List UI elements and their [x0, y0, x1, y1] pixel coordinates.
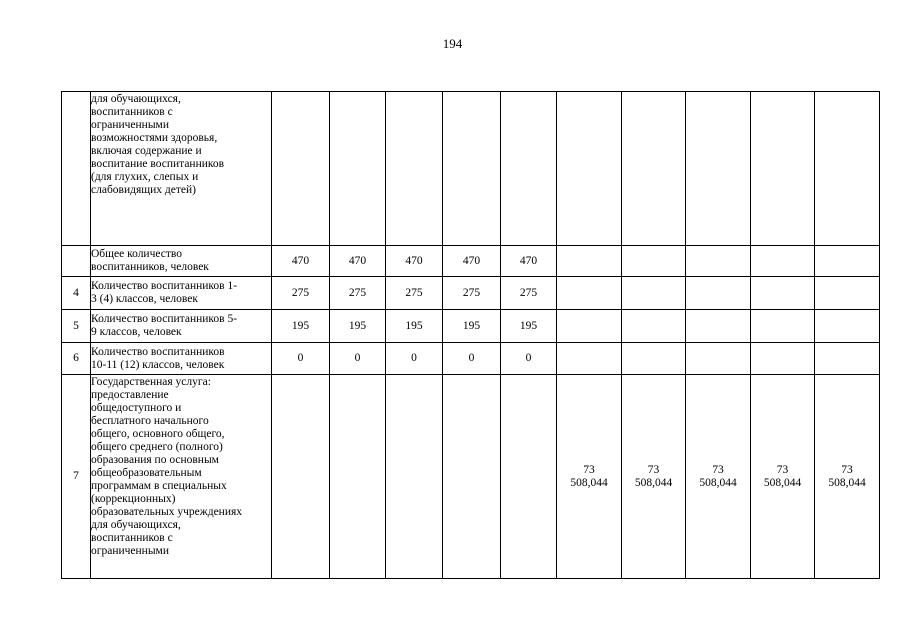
quantity-cell: 195: [443, 310, 501, 343]
row-name-line: Общее количество: [91, 248, 182, 260]
quantity-cell: 0: [386, 343, 443, 375]
amount-cell: [557, 375, 622, 579]
row-name-line: Количество воспитанников 1-: [91, 280, 238, 292]
amount-line: 508,044: [634, 476, 673, 489]
amount-cell: [622, 246, 686, 277]
quantity-cell: 275: [501, 277, 557, 310]
quantity-cell: [501, 375, 557, 579]
quantity-cell: [443, 375, 501, 579]
table-row: [62, 310, 880, 343]
quantity-cell: 0: [501, 343, 557, 375]
row-name-cell: [91, 375, 272, 579]
row-name-cell: [91, 277, 272, 310]
row-number-cell: [62, 246, 91, 277]
row-name-line: 3 (4) классов, человек: [91, 293, 198, 305]
amount-cell: [751, 375, 815, 579]
quantity-cell: 275: [272, 277, 330, 310]
row-name-line: предоставление: [91, 389, 169, 401]
row-name-line: общеобразовательным: [91, 467, 202, 479]
quantity-cell: 0: [330, 343, 386, 375]
row-number-cell: 7: [62, 375, 91, 579]
table-row: [62, 92, 880, 246]
amount-cell: [751, 92, 815, 246]
amount-cell: [557, 92, 622, 246]
row-name-line: образования по основным: [91, 454, 219, 466]
row-name-line: 10-11 (12) классов, человек: [91, 358, 225, 371]
quantity-cell: 470: [272, 246, 330, 277]
amount-cell: [622, 277, 686, 310]
row-number-cell: [62, 92, 91, 246]
amount-cell: [815, 277, 880, 310]
amount-cell: [815, 375, 880, 579]
row-name-cell: [91, 92, 272, 246]
row-name-line: воспитанников с: [91, 106, 173, 118]
row-name-line: воспитанников, человек: [91, 261, 209, 273]
amount-cell: [686, 375, 751, 579]
quantity-cell: 195: [272, 310, 330, 343]
amount-line: 73: [583, 463, 595, 476]
quantity-cell: [272, 375, 330, 579]
quantity-cell: [330, 92, 386, 246]
amount-line: 508,044: [570, 476, 608, 489]
amount-cell: [686, 92, 751, 246]
amount-line: 508,044: [828, 476, 866, 489]
row-name-line: 9 классов, человек: [91, 326, 182, 338]
quantity-cell: [443, 92, 501, 246]
row-name-line: образовательных учреждениях: [91, 506, 243, 518]
row-name-cell: [91, 246, 272, 277]
amount-cell: [557, 246, 622, 277]
amount-line: 508,044: [699, 476, 737, 489]
quantity-cell: [386, 375, 443, 579]
amount-cell: [751, 343, 815, 375]
row-name-line: ограниченными: [91, 545, 169, 557]
row-name-line: (коррекционных): [91, 493, 176, 505]
amount-cell: [815, 246, 880, 277]
row-name-line: для обучающихся,: [91, 519, 181, 531]
amount-line: 73: [776, 463, 789, 476]
amount-cell: [622, 343, 686, 375]
amount-cell: [751, 310, 815, 343]
amount-line: 73: [647, 463, 660, 476]
quantity-cell: 275: [330, 277, 386, 310]
amount-cell: [622, 310, 686, 343]
row-name-line: общего среднего (полного): [91, 441, 223, 453]
row-name-line: бесплатного начального: [91, 415, 209, 427]
amount-line: 508,044: [763, 476, 802, 489]
amount-cell: [686, 277, 751, 310]
row-name-line: Государственная услуга:: [91, 376, 211, 388]
quantity-cell: 195: [386, 310, 443, 343]
amount-cell: [622, 375, 686, 579]
row-name-line: Количество воспитанников 5-: [91, 313, 238, 325]
amount-cell: [686, 246, 751, 277]
row-name-line: для обучающихся,: [91, 93, 181, 105]
quantity-cell: 470: [386, 246, 443, 277]
table-row: [62, 246, 880, 277]
table-row: [62, 277, 880, 310]
amount-cell: [557, 310, 622, 343]
quantity-cell: 470: [443, 246, 501, 277]
row-name-line: слабовидящих детей): [91, 184, 196, 196]
quantity-cell: 0: [443, 343, 501, 375]
row-name-line: воспитанников с: [91, 532, 173, 544]
amount-line: 73: [712, 463, 724, 476]
quantity-cell: 195: [501, 310, 557, 343]
budget-table: [61, 91, 880, 579]
amount-cell: [815, 92, 880, 246]
row-number-cell: 6: [62, 343, 91, 375]
amount-cell: [622, 92, 686, 246]
row-name-line: включая содержание и: [91, 145, 202, 157]
row-name-cell: [91, 310, 272, 343]
row-number-cell: 5: [62, 310, 91, 343]
row-name-line: программам в специальных: [91, 480, 227, 492]
amount-cell: [557, 343, 622, 375]
row-name-line: (для глухих, слепых и: [91, 171, 199, 183]
quantity-cell: 470: [501, 246, 557, 277]
amount-cell: [686, 343, 751, 375]
quantity-cell: 275: [443, 277, 501, 310]
quantity-cell: 195: [330, 310, 386, 343]
amount-cell: [815, 310, 880, 343]
quantity-cell: [501, 92, 557, 246]
row-number-cell: 4: [62, 277, 91, 310]
row-name-cell: [91, 343, 272, 375]
amount-line: 73: [841, 463, 853, 476]
quantity-cell: 0: [272, 343, 330, 375]
row-name-line: общедоступного и: [91, 402, 182, 414]
amount-cell: [815, 343, 880, 375]
amount-cell: [751, 246, 815, 277]
table-row: [62, 343, 880, 375]
quantity-cell: [330, 375, 386, 579]
row-name-line: воспитание воспитанников: [91, 158, 225, 170]
table-row: [62, 375, 880, 579]
row-name-line: общего, основного общего,: [91, 428, 225, 440]
quantity-cell: 470: [330, 246, 386, 277]
row-name-line: ограниченными: [91, 119, 169, 131]
row-name-line: возможностями здоровья,: [91, 132, 218, 144]
amount-cell: [557, 277, 622, 310]
amount-cell: [686, 310, 751, 343]
quantity-cell: [386, 92, 443, 246]
quantity-cell: [272, 92, 330, 246]
row-name-line: Количество воспитанников: [91, 345, 225, 358]
amount-cell: [751, 277, 815, 310]
page-number: 194: [442, 36, 463, 51]
quantity-cell: 275: [386, 277, 443, 310]
